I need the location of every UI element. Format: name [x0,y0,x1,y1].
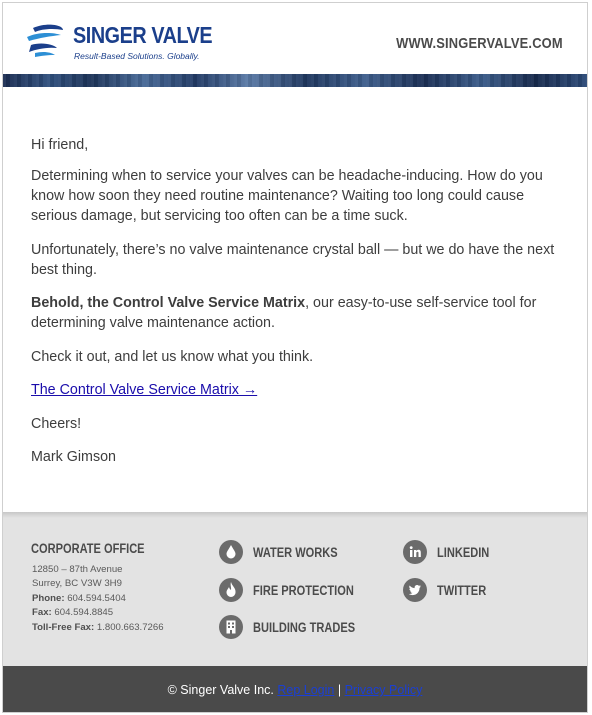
check-it-out-paragraph: Check it out, and let us know what you think. [31,349,314,365]
linkedin-icon [403,540,427,564]
singer-valve-logo[interactable] [23,22,223,66]
water-works-label: WATER WORKS [253,545,338,560]
phone-label: Phone: [32,593,65,604]
privacy-policy-link[interactable]: Privacy Policy [344,683,423,697]
phone-line [32,593,126,604]
fax-label: Fax: [32,607,52,618]
brand-tagline: Result-Based Solutions. Globally. [74,51,200,61]
logo-swoosh-icon [23,22,67,58]
matrix-rest-text: , our easy-to-use self-service tool for determining valve maintenance action. [31,295,537,331]
signer-name: Mark Gimson [31,449,116,465]
brand-name: SINGER VALVE [73,22,213,48]
fire-protection-label: FIRE PROTECTION [253,583,354,598]
twitter-icon [403,578,427,602]
corporate-office-title: CORPORATE OFFICE [31,541,145,556]
service-matrix-link[interactable]: The Control Valve Service Matrix → [31,382,258,398]
tollfree-number: 1.800.663.7266 [96,622,164,633]
greeting-text: Hi friend, [31,137,89,153]
email-frame [2,2,588,713]
fax-line [32,607,113,618]
bottom-bar [3,666,587,713]
email-footer [3,512,587,666]
fax-number: 604.594.8845 [54,607,114,618]
building-trades-label: BUILDING TRADES [253,620,356,635]
intro-paragraph: Determining when to service your valves can be headache-inducing. How do you know how soon they need routine maintenance? Waiting too long could cause serious damage, but servicing too often can be a time suck. [31,168,543,224]
email-header [3,3,587,74]
water-drop-icon [219,540,243,564]
address-line-2: Surrey, BC V3W 3H9 [32,578,122,589]
header-banner-image [3,74,587,87]
flame-icon [219,578,243,602]
copyright-text: © Singer Valve Inc. [167,683,274,697]
rep-login-link[interactable]: Rep Login [277,683,335,697]
crystal-ball-paragraph: Unfortunately, there’s no valve maintenance crystal ball — but we do have the next best thing. [31,242,555,278]
tollfree-line [32,622,164,633]
closing-text: Cheers! [31,416,82,432]
phone-number: 604.594.5404 [67,593,126,604]
site-url-link[interactable]: WWW.SINGERVALVE.COM [396,35,563,52]
building-icon [219,615,243,639]
tollfree-label: Toll-Free Fax: [32,622,95,633]
twitter-label: TWITTER [437,583,487,598]
link-separator: | [337,683,342,697]
address-line-1: 12850 – 87th Avenue [32,564,123,575]
matrix-paragraph [31,293,561,333]
linkedin-label: LINKEDIN [437,545,490,560]
matrix-bold-text: Behold, the Control Valve Service Matrix [31,295,306,311]
